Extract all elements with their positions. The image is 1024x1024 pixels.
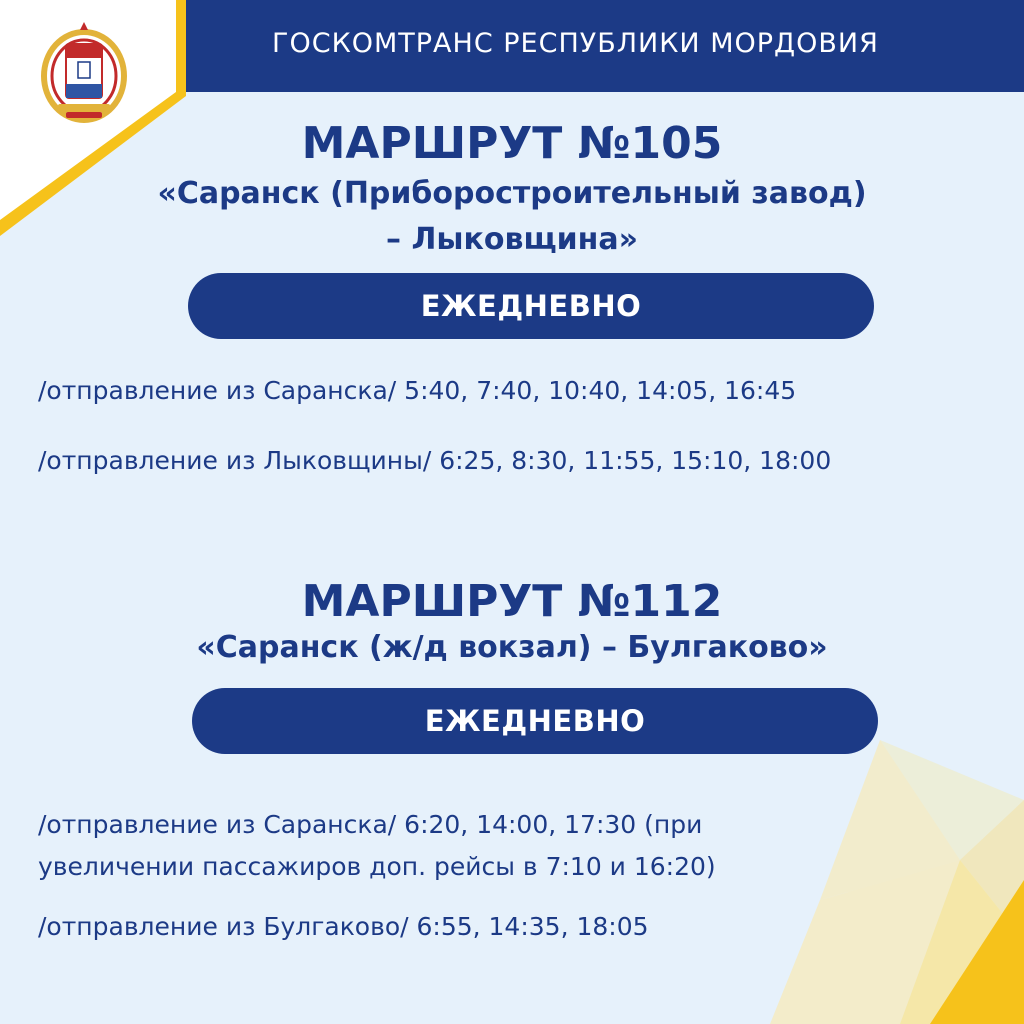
route-112-departure-bulgakovo: /отправление из Булгаково/ 6:55, 14:35, 18:05 xyxy=(38,912,649,941)
route-112-number: МАРШРУТ №112 xyxy=(301,576,723,627)
route-105-schedule-label: ЕЖЕДНЕВНО xyxy=(420,289,642,323)
mordovia-coat-of-arms-icon xyxy=(36,16,132,126)
route-105-number: МАРШРУТ №105 xyxy=(301,118,723,169)
route-105-departure-lykovshchina: /отправление из Лыковщины/ 6:25, 8:30, 11:55, 15:10, 18:00 xyxy=(38,446,832,475)
route-105-schedule-badge xyxy=(188,273,874,339)
route-112-schedule-badge xyxy=(192,688,878,754)
route-105-name-line1: «Саранск (Приборостроительный завод) xyxy=(157,176,867,211)
route-105-name-line2: – Лыковщина» xyxy=(386,222,638,257)
route-105-departure-saransk: /отправление из Саранска/ 5:40, 7:40, 10:40, 14:05, 16:45 xyxy=(38,376,797,405)
route-112-schedule-label: ЕЖЕДНЕВНО xyxy=(424,704,646,738)
route-112-departure-saransk-extra: увеличении пассажиров доп. рейсы в 7:10 и 16:20) xyxy=(38,852,716,881)
header-title: ГОСКОМТРАНС РЕСПУБЛИКИ МОРДОВИЯ xyxy=(272,28,879,59)
route-112-name-line1: «Саранск (ж/д вокзал) – Булгаково» xyxy=(196,630,828,665)
route-112-departure-saransk: /отправление из Саранска/ 6:20, 14:00, 17:30 (при xyxy=(38,810,703,839)
